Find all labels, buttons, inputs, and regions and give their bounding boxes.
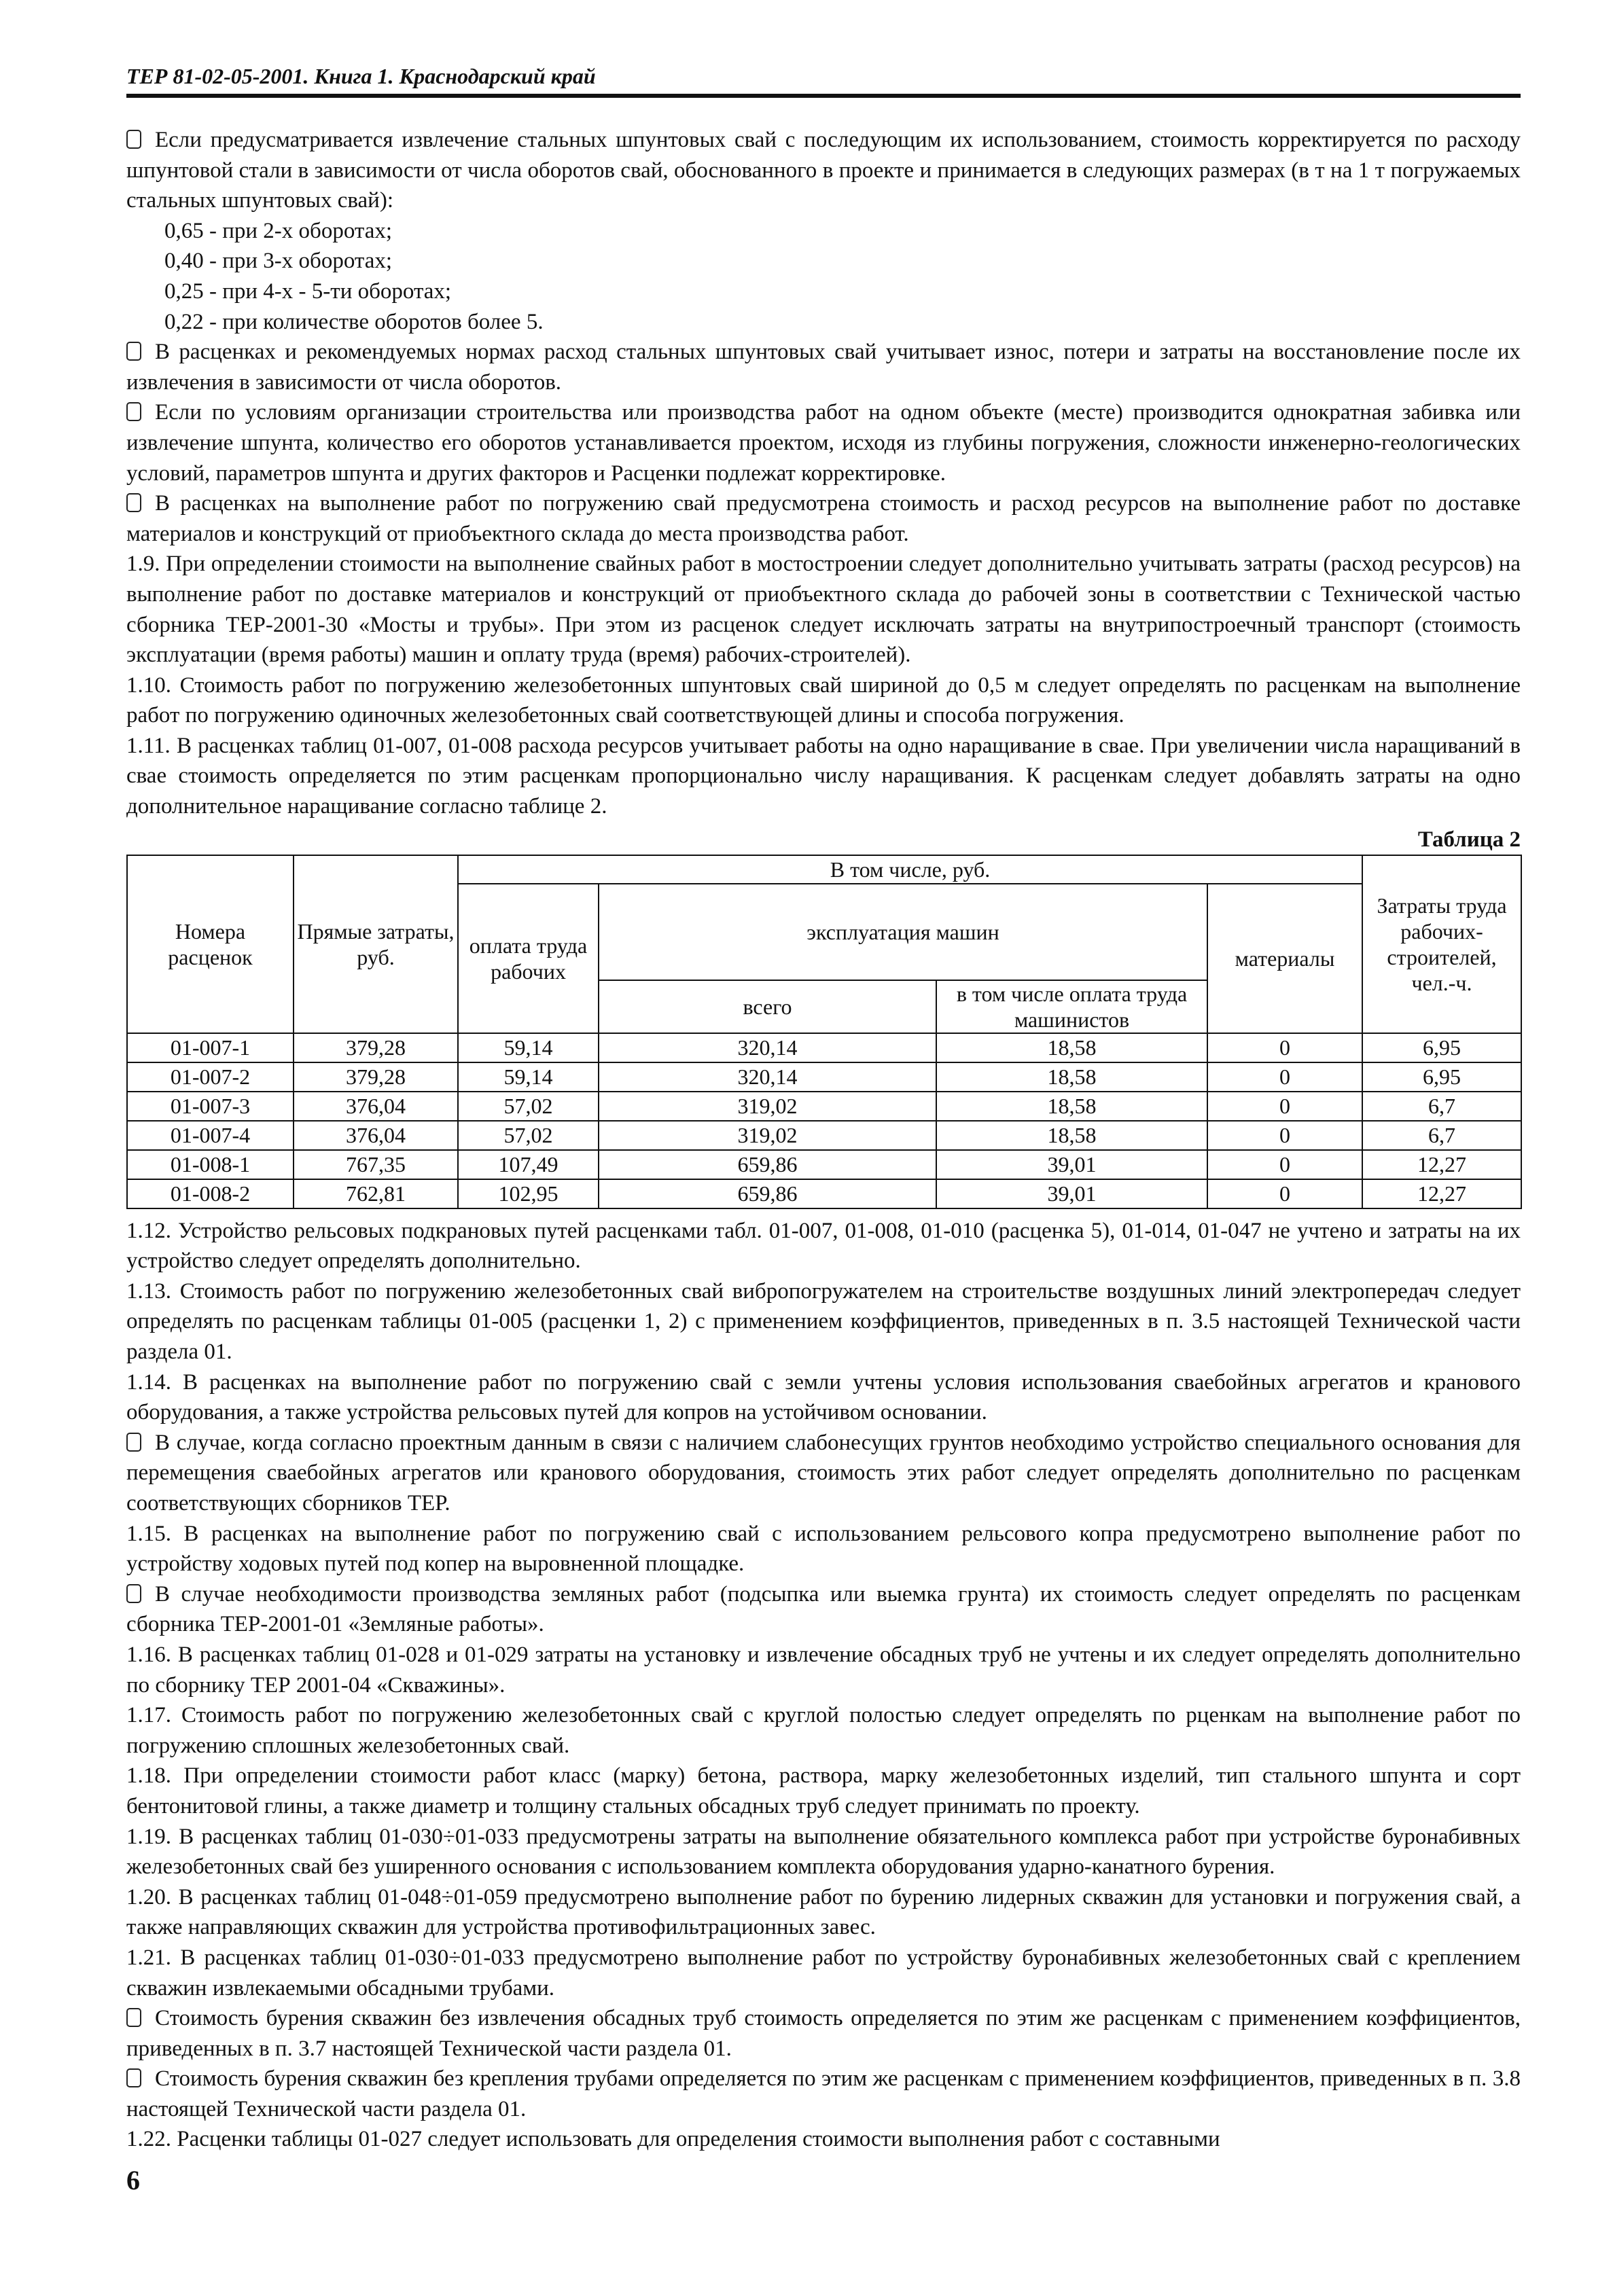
cell-materials: 0 — [1207, 1121, 1362, 1150]
checkbox-bullet-icon — [126, 2008, 141, 2027]
paragraph-1-16: 1.16. В расценках таблиц 01-028 и 01-029 затраты на установку и извлечение обсадных труб не учтены и их следует определять дополнительно по сборнику ТЕР 2001-04 «Скважины». — [126, 1642, 1521, 1698]
cell-labor: 59,14 — [458, 1062, 599, 1092]
cell-num: 01-007-4 — [127, 1121, 294, 1150]
cell-machinists: 18,58 — [936, 1092, 1207, 1121]
table-row — [127, 1033, 1521, 1062]
paragraph-1-22: 1.22. Расценки таблицы 01-027 следует использовать для определения стоимости выполнения работ с составными — [126, 2127, 1220, 2152]
checkbox-bullet-icon — [126, 402, 141, 421]
cell-workers: 6,7 — [1362, 1121, 1521, 1150]
checkbox-bullet-icon — [126, 130, 141, 149]
cell-direct: 376,04 — [294, 1121, 458, 1150]
cell-num: 01-008-1 — [127, 1150, 294, 1179]
header-incl: В том числе, руб. — [458, 855, 1362, 884]
table-row — [127, 1062, 1521, 1092]
paragraph-1-15: 1.15. В расценках на выполнение работ по погружению свай с использованием рельсового копра предусмотрено выполнение работ по устройству ходовых путей под копер на выровненной площадке. — [126, 1521, 1521, 1577]
paragraph: В случае, когда согласно проектным данным в связи с наличием слабонесущих грунтов необходимо устройство специального основания для перемещения сваебойных агрегатов или кранового оборудования, стоимость этих работ следует определять дополнительно по расценкам соответствующих сборников ТЕР. — [126, 1430, 1521, 1515]
paragraph-1-12: 1.12. Устройство рельсовых подкрановых путей расценками табл. 01-007, 01-008, 01-010 (расценка 5), 01-014, 01-047 не учтено и затраты на их устройство следует определять дополнительно. — [126, 1218, 1521, 1274]
cell-machinists: 18,58 — [936, 1033, 1207, 1062]
paragraph-1-11: 1.11. В расценках таблиц 01-007, 01-008 расхода ресурсов учитывает работы на одно наращивание в свае. При увеличении числа наращиваний в свае стоимость определяется по этим расценкам пропорционально числу наращивания. К расценкам следует добавлять затраты на одно дополнительное наращивание согласно таблице 2. — [126, 733, 1521, 819]
cell-num: 01-007-1 — [127, 1033, 294, 1062]
cell-machinists: 39,01 — [936, 1150, 1207, 1179]
cell-workers: 6,95 — [1362, 1062, 1521, 1092]
coef-item: 0,40 - при 3-х оборотах; — [164, 249, 393, 274]
table-row — [127, 1179, 1521, 1208]
table-row — [127, 1150, 1521, 1179]
header-labor: оплата труда рабочих — [458, 884, 599, 1033]
paragraph-1-9: 1.9. При определении стоимости на выполнение свайных работ в мостостроении следует дополнительно учитывать затраты (расход ресурсов) на выполнение работ по доставке материалов и конструкций от приобъектного склада до рабочей зоны в соответствии с Технической частью сборника ТЕР-2001-30 «Мосты и трубы». При этом из расценок следует исключать затраты на внутрипостроечный транспорт (стоимость эксплуатации (время работы) машин и оплату труда (время) рабочих-строителей). — [126, 552, 1521, 668]
cell-machinists: 18,58 — [936, 1062, 1207, 1092]
cell-total: 319,02 — [599, 1092, 936, 1121]
paragraph: В случае необходимости производства земляных работ (подсыпка или выемка грунта) их стоимость следует определять по расценкам сборника ТЕР-2001-01 «Земляные работы». — [126, 1581, 1521, 1637]
coef-item: 0,22 - при количестве оборотов более 5. — [164, 309, 544, 334]
cell-materials: 0 — [1207, 1092, 1362, 1121]
paragraph-1-10: 1.10. Стоимость работ по погружению железобетонных шпунтовых свай шириной до 0,5 м следует определять по расценкам на выполнение работ по погружению одиночных железобетонных свай соответствующей длины и способа погружения. — [126, 672, 1521, 728]
header-machines: эксплуатация машин — [599, 884, 1207, 980]
cell-materials: 0 — [1207, 1179, 1362, 1208]
cell-materials: 0 — [1207, 1033, 1362, 1062]
header-direct: Прямые затраты, руб. — [294, 855, 458, 1033]
paragraph-1-18: 1.18. При определении стоимости работ класс (марку) бетона, раствора, марку железобетонных изделий, тип стального шпунта и сорт бентонитовой глины, а также диаметр и толщину стальных обсадных труб следует принимать по проекту. — [126, 1763, 1521, 1818]
cell-materials: 0 — [1207, 1150, 1362, 1179]
header-machinists: в том числе оплата труда машинистов — [936, 980, 1207, 1033]
cell-num: 01-007-3 — [127, 1092, 294, 1121]
cell-total: 659,86 — [599, 1179, 936, 1208]
cell-direct: 379,28 — [294, 1033, 458, 1062]
cell-labor: 59,14 — [458, 1033, 599, 1062]
cell-labor: 57,02 — [458, 1121, 599, 1150]
page-number: 6 — [126, 2165, 140, 2196]
paragraph: Стоимость бурения скважин без крепления трубами определяется по этим же расценкам с применением коэффициентов, приведенных в п. 3.8 настоящей Технической части раздела 01. — [126, 2066, 1521, 2121]
cell-direct: 379,28 — [294, 1062, 458, 1092]
paragraph-1-13: 1.13. Стоимость работ по погружению железобетонных свай вибропогружателем на строительстве воздушных линий электропередач следует определять по расценкам таблицы 01-005 (расценки 1, 2) с применением коэффициентов, приведенных в п. 3.5 настоящей Технической части раздела 01. — [126, 1278, 1521, 1365]
checkbox-bullet-icon — [126, 1584, 141, 1603]
paragraph: В расценках и рекомендуемых нормах расход стальных шпунтовых свай учитывает износ, потери и затраты на восстановление после их извлечения в зависимости от числа оборотов. — [126, 340, 1521, 395]
cell-total: 320,14 — [599, 1062, 936, 1092]
header-materials: материалы — [1207, 884, 1362, 1033]
header-workers: Затраты труда рабочих-строителей, чел.-ч. — [1362, 855, 1521, 1033]
paragraph-1-19: 1.19. В расценках таблиц 01-030÷01-033 предусмотрены затраты на выполнение обязательного комплекса работ при устройстве буронабивных железобетонных свай без уширенного основания с использованием комплекта оборудования ударно-канатного бурения. — [126, 1824, 1521, 1880]
cell-workers: 6,95 — [1362, 1033, 1521, 1062]
header-num: Номера расценок — [127, 855, 294, 1033]
cell-num: 01-008-2 — [127, 1179, 294, 1208]
cell-machinists: 18,58 — [936, 1121, 1207, 1150]
cell-direct: 376,04 — [294, 1092, 458, 1121]
table-caption: Таблица 2 — [1417, 827, 1521, 852]
paragraph: Если по условиям организации строительства или производства работ на одном объекте (месте) производится однократная забивка или извлечение шпунта, количество его оборотов устанавливается проектом, исходя из глубины погружения, сложности инженерно-геологических условий, параметров шпунта и других факторов и Расценки подлежат корректировке. — [126, 400, 1521, 486]
cell-workers: 12,27 — [1362, 1179, 1521, 1208]
cell-materials: 0 — [1207, 1062, 1362, 1092]
cell-num: 01-007-2 — [127, 1062, 294, 1092]
cell-machinists: 39,01 — [936, 1179, 1207, 1208]
header-total: всего — [599, 980, 936, 1033]
checkbox-bullet-icon — [126, 342, 141, 361]
checkbox-bullet-icon — [126, 1433, 141, 1452]
checkbox-bullet-icon — [126, 493, 141, 512]
cell-labor: 102,95 — [458, 1179, 599, 1208]
cell-direct: 762,81 — [294, 1179, 458, 1208]
cell-total: 659,86 — [599, 1150, 936, 1179]
data-table — [126, 855, 1522, 1209]
cell-labor: 57,02 — [458, 1092, 599, 1121]
cell-workers: 12,27 — [1362, 1150, 1521, 1179]
coef-item: 0,65 - при 2-х оборотах; — [164, 218, 393, 243]
paragraph: Стоимость бурения скважин без извлечения обсадных труб стоимость определяется по этим же расценкам с применением коэффициентов, приведенных в п. 3.7 настоящей Технической части раздела 01. — [126, 2006, 1521, 2061]
table-row — [127, 1121, 1521, 1150]
paragraph: Если предусматривается извлечение стальных шпунтовых свай с последующим их использованием, стоимость корректируется по расходу шпунтовой стали в зависимости от числа оборотов свай, обоснованного в проекте и принимается в следующих размерах (в т на 1 т погружаемых стальных шпунтовых свай): — [126, 128, 1521, 213]
paragraph-1-17: 1.17. Стоимость работ по погружению железобетонных свай с круглой полостью следует определять по рценкам на выполнение работ по погружению сплошных железобетонных свай. — [126, 1703, 1521, 1758]
cell-workers: 6,7 — [1362, 1092, 1521, 1121]
cell-total: 320,14 — [599, 1033, 936, 1062]
cell-total: 319,02 — [599, 1121, 936, 1150]
paragraph-1-21: 1.21. В расценках таблиц 01-030÷01-033 предусмотрено выполнение работ по устройству буронабивных железобетонных свай с креплением скважин извлекаемыми обсадными трубами. — [126, 1945, 1521, 2001]
table-row — [127, 1092, 1521, 1121]
cell-direct: 767,35 — [294, 1150, 458, 1179]
paragraph: В расценках на выполнение работ по погружению свай предусмотрена стоимость и расход ресурсов на выполнение работ по доставке материалов и конструкций от приобъектного склада до места производства работ. — [126, 491, 1521, 546]
running-header: ТЕР 81-02-05-2001. Книга 1. Краснодарский край — [126, 62, 1521, 98]
paragraph-1-14: 1.14. В расценках на выполнение работ по погружению свай с земли учтены условия использования сваебойных агрегатов и кранового оборудования, а также устройства рельсовых путей для копров на устойчивом основании. — [126, 1369, 1521, 1425]
coef-item: 0,25 - при 4-х - 5-ти оборотах; — [164, 279, 452, 304]
cell-labor: 107,49 — [458, 1150, 599, 1179]
checkbox-bullet-icon — [126, 2068, 141, 2087]
paragraph-1-20: 1.20. В расценках таблиц 01-048÷01-059 предусмотрено выполнение работ по бурению лидерных скважин для установки и погружения свай, а также направляющих скважин для устройства противофильтрационных завес. — [126, 1884, 1521, 1940]
